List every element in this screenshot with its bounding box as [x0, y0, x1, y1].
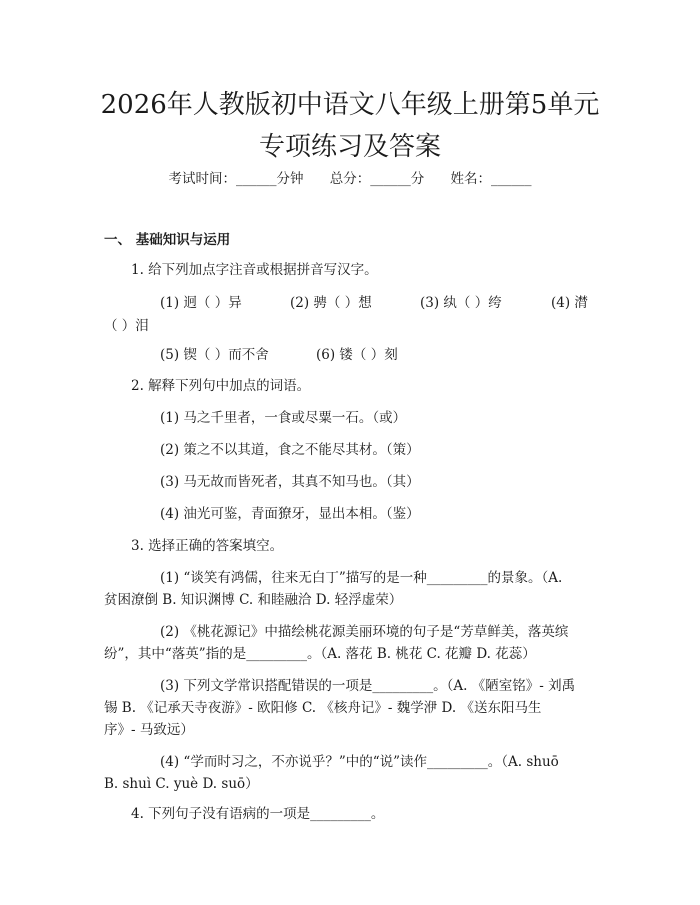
exam-time: 考试时间：______分钟	[168, 171, 304, 187]
q1-item-4: (4) 潸	[551, 295, 588, 311]
student-name: 姓名：______	[450, 171, 532, 187]
q1-item-2: (2) 骋（ ）想	[290, 295, 372, 311]
question-2-stem: 2. 解释下列句中加点的词语。	[131, 378, 311, 394]
section-heading: 一、 基础知识与运用	[104, 232, 231, 248]
q3-item-4-line-1: (4) “学而时习之，不亦说乎？”中的“说”读作_________。（A. shuō	[160, 754, 559, 770]
q3-item-4-line-2: B. shuì C. yuè D. suō）	[104, 776, 259, 792]
q2-item-2: (2) 策之不以其道，食之不能尽其材。（策）	[160, 442, 420, 458]
question-1-stem: 1. 给下列加点字注音或根据拼音写汉字。	[131, 262, 378, 278]
q3-item-3-line-1: (3) 下列文学常识搭配错误的一项是_________。（A. 《陋室铭》- 刘禹	[160, 678, 576, 694]
q2-item-4: (4) 油光可鉴，青面獠牙，显出本相。（鉴）	[160, 506, 420, 522]
q1-item-4-cont: （ ）泪	[104, 318, 149, 334]
question-4-stem: 4. 下列句子没有语病的一项是_________。	[131, 806, 385, 822]
q1-item-1: (1) 迥（ ）异	[160, 295, 242, 311]
q3-item-3-line-2: 锡 B. 《记承天寺夜游》- 欧阳修 C. 《核舟记》- 魏学洢 D. 《送东阳马生	[104, 700, 542, 716]
title-line-2: 专项练习及答案	[258, 132, 441, 162]
q3-item-2-line-2: 纷”，其中“落英”指的是_________。（A. 落花 B. 桃花 C. 花瓣 D. 花蕊）	[104, 646, 536, 662]
exam-meta	[0, 167, 700, 187]
q1-item-3: (3) 纨（ ）绔	[420, 295, 502, 311]
q2-item-1: (1) 马之千里者，一食或尽粟一石。（或）	[160, 410, 407, 426]
q3-item-1-line-2: 贫困潦倒 B. 知识渊博 C. 和睦融洽 D. 轻浮虚荣）	[104, 592, 403, 608]
q1-item-6: (6) 镂（ ）刻	[316, 347, 398, 363]
q1-item-5: (5) 锲（ ）而不舍	[160, 347, 269, 363]
q3-item-1-line-1: (1) “谈笑有鸿儒，往来无白丁”描写的是一种_________的景象。（A.	[160, 570, 563, 586]
q3-item-2-line-1: (2) 《桃花源记》中描绘桃花源美丽环境的句子是“芳草鲜美，落英缤	[160, 624, 569, 640]
exam-score: 总分：______分	[329, 171, 425, 187]
question-3-stem: 3. 选择正确的答案填空。	[131, 538, 284, 554]
title-line-1: 2026年人教版初中语文八年级上册第5单元	[100, 90, 600, 120]
q2-item-3: (3) 马无故而皆死者，其真不知马也。（其）	[160, 474, 420, 490]
document-title	[60, 84, 640, 168]
q3-item-3-line-3: 序》- 马致远）	[104, 722, 194, 738]
